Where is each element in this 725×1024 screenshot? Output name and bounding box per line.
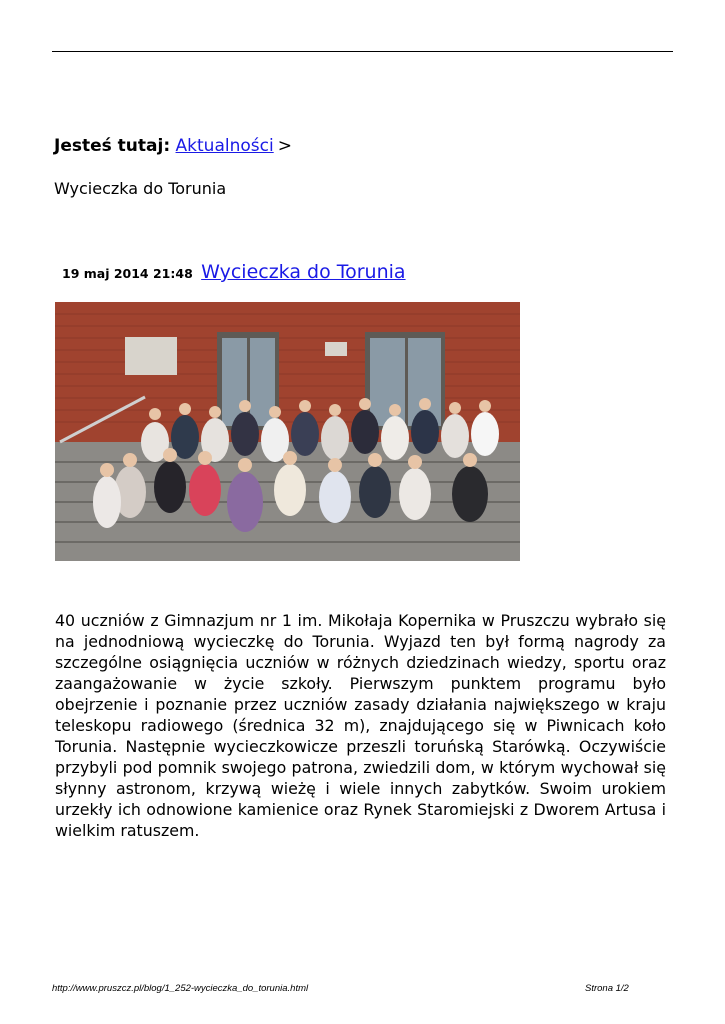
- page-subtitle: Wycieczka do Torunia: [54, 179, 227, 198]
- header-rule: [52, 51, 673, 52]
- breadcrumb: [54, 136, 292, 156]
- article-body: 40 uczniów z Gimnazjum nr 1 im. Mikołaja Kopernika w Pruszczu wybrało się na jednodniową wycieczkę do Torunia. Wyjazd ten był formą nagrody za szczególne osiągnięcia uczniów w różnych dziedzinach wiedzy, sportu oraz zaangażowanie w życie szkoły. Pierwszym punktem programu było obejrzenie i poznanie przez uczniów zasady działania największego w kraju teleskopu radiowego (średnica 32 m), znajdującego się w Piwnicach koło Torunia. Następnie wycieczkowicze przeszli toruńską Starówką. Oczywiście przybyli pod pomnik swojego patrona, zwiedzili dom, w którym wychował się słynny astronom, krzywą wieżę i wiele innych zabytków. Swoim urokiem urzekły ich odnowione kamienice oraz Rynek Staromiejski z Dworem Artusa i wielkim ratuszem.: [55, 611, 666, 840]
- breadcrumb-lead: Jesteś tutaj:: [54, 136, 171, 156]
- footer-page-number: Strona 1/2: [585, 983, 629, 994]
- breadcrumb-link-aktualnosci[interactable]: Aktualności: [175, 136, 274, 156]
- post-meta: [62, 262, 406, 284]
- group-photo: [55, 302, 520, 561]
- post-title-link[interactable]: Wycieczka do Torunia: [201, 261, 406, 283]
- footer-url: http://www.pruszcz.pl/blog/1_252-wycieczka_do_torunia.html: [52, 983, 309, 994]
- post-date: 19 maj 2014 21:48: [62, 266, 193, 281]
- breadcrumb-separator: >: [277, 136, 292, 156]
